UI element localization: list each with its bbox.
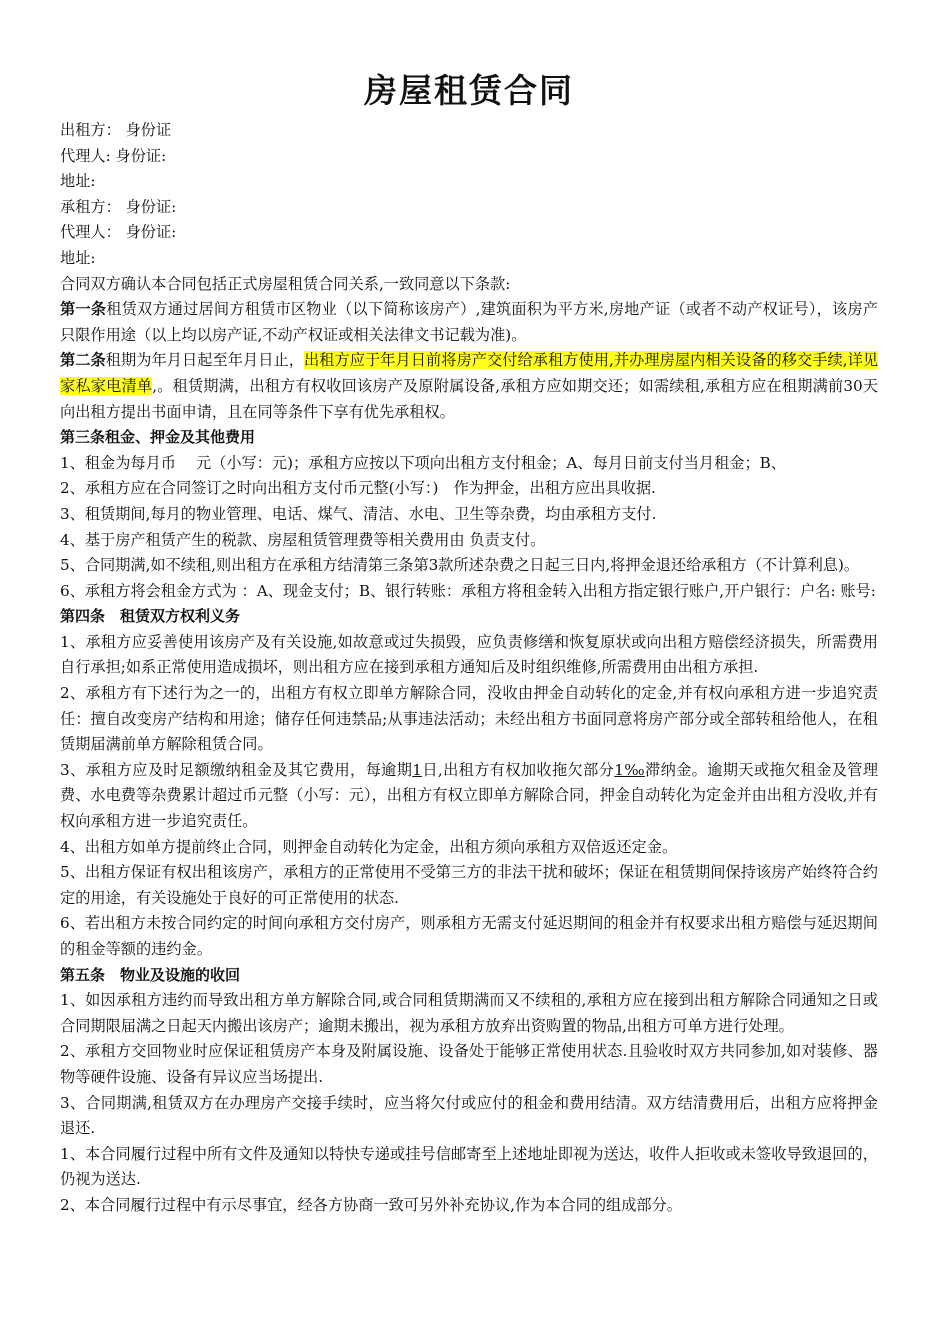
article-4-heading: 第四条 租赁双方权利义务: [60, 607, 241, 626]
article-2: [60, 348, 878, 425]
overdue-days: 1: [412, 760, 422, 779]
lessor-address-line: 地址:: [60, 172, 96, 191]
lessor-agent-line: 代理人: 身份证:: [60, 146, 167, 165]
article-4-item-2: 2、承租方有下述行为之一的，出租方有权立即单方解除合同，没收由押金自动转化的定金,并有权向承租方进一步追究责任：擅自改变房产结构和用途；储存任何违禁品;从事违法活动；未经出租方书面同意将房产部分或全部转租给他人，在租赁期届满前单方解除租赁合同。: [60, 684, 878, 754]
article-1-label: 第一条: [60, 300, 107, 319]
misc-item-1: 1、本合同履行过程中所有文件及通知以特快专递或挂号信邮寄至上述地址即视为送达，收件人拒收或未签收导致退回的，仍视为送达.: [60, 1144, 878, 1189]
article-4-item-3-b: 日,出租方有权加收拖欠部分: [421, 760, 615, 779]
lessor-line: 出租方： 身份证: [60, 121, 172, 139]
article-3-item-3: 3、租赁期间,每月的物业管理、电话、煤气、清洁、水电、卫生等杂费，均由承租方支付.: [60, 504, 657, 523]
misc-item-2: 2、本合同履行过程中有示尽事宜，经各方协商一致可另外补充协议,作为本合同的组成部分。: [60, 1195, 682, 1214]
article-3-heading: 第三条租金、押金及其他费用: [60, 428, 256, 447]
document-title: 房屋租赁合同: [364, 71, 574, 110]
article-3-item-6: 6、承租方将会租金方式为 ：A、现金支付；B、银行转账：承租方将租金转入出租方指定银行账户,开户银行：户名: 账号:: [60, 581, 876, 600]
article-5-heading: 第五条 物业及设施的收回: [60, 965, 241, 984]
article-3-item-1: 1、租金为每月币 元（小写：元)；承租方应按以下项向出租方支付租金；A、每月日前支付当月租金；B、: [60, 453, 786, 472]
article-3-item-5: 5、合同期满,如不续租,则出租方在承租方结清第三条第3款所述杂费之日起三日内,将押金退还给承租方（不计算利息)。: [60, 556, 860, 575]
article-4-item-3: [60, 758, 878, 835]
article-2-text-a: 租期为年月日起至年月日止，: [105, 351, 305, 370]
intro-paragraph: 合同双方确认本合同包括正式房屋租赁合同关系,一致同意以下条款:: [60, 274, 511, 293]
article-2-highlight: 出租方应于年月日前将房产交付给承租方使用,并办理房屋内相关设备的移交手续,详见家私家电清单: [60, 351, 879, 395]
article-4-item-6: 6、若出租方未按合同约定的时间向承租方交付房产，则承租方无需支付延迟期间的租金并有权要求出租方赔偿与延迟期间的租金等额的违约金。: [60, 914, 878, 958]
lessee-address-line: 地址:: [60, 248, 96, 267]
article-1: [60, 297, 878, 348]
late-fee-rate: 1‰: [614, 760, 646, 779]
lessee-agent-line: 代理人： 身份证:: [60, 223, 177, 242]
article-3-item-2: 2、承租方应在合同签订之时向出租方支付币元整(小写：) 作为押金，出租方应出具收据.: [60, 479, 656, 498]
article-4-item-1: 1、承租方应妥善使用该房产及有关设施,如故意或过失损毁，应负责修缮和恢复原状或向出租方赔偿经济损失，所需费用自行承担;如系正常使用造成损坏，则出租方应在接到承租方通知后及时组织维修,所需费用由出租方承担.: [60, 632, 878, 677]
article-4-item-3-a: 3、承租方应及时足额缴纳租金及其它费用，每逾期: [60, 760, 413, 779]
article-5-item-2: 2、承租方交回物业时应保证租赁房产本身及附属设施、设备处于能够正常使用状态.且验收时双方共同参加,如对装修、器物等硬件设施、设备有异议应当场提出.: [60, 1042, 878, 1086]
article-1-text: 租赁双方通过居间方租赁市区物业（以下简称该房产）,建筑面积为平方米,房地产证（或者不动产权证号），该房产只限作用途（以上均以房产证,不动产权证或相关法律文书记载为准)。: [60, 300, 879, 344]
article-5-item-1: 1、如因承租方违约而导致出租方单方解除合同,或合同租赁期满而又不续租的,承租方应在接到出租方解除合同通知之日或合同期限届满之日起天内搬出该房产；逾期未搬出，视为承租方放弃出资购置的物品,出租方可单方进行处理。: [60, 991, 878, 1035]
article-3-item-4: 4、基于房产租赁产生的税款、房屋租赁管理费等相关费用由 负责支付。: [60, 530, 546, 549]
article-4-item-4: 4、出租方如单方提前终止合同，则押金自动转化为定金，出租方须向承租方双倍返还定金。: [60, 837, 678, 856]
article-2-text-b: ,。租赁期满，出租方有权收回该房产及原附属设备,承租方应如期交还；如需续租,承租方应在租期满前30天向出租方提出书面申请，且在同等条件下享有优先承租权。: [60, 376, 879, 421]
article-4-item-3-c: 滞纳金。逾期天或拖欠租金及管理费、水电费等杂费累计超过币元整（小写：元），出租方有权立即单方解除合同，押金自动转化为定金并由出租方没收,并有权向承租方进一步追究责任。: [60, 760, 879, 831]
article-4-item-5: 5、出租方保证有权出租该房产，承租方的正常使用不受第三方的非法干扰和破坏；保证在租赁期间保持该房产始终符合约定的用途，有关设施处于良好的可正常使用的状态.: [60, 863, 878, 907]
article-2-label: 第二条: [60, 351, 106, 370]
lessee-line: 承租方： 身份证:: [60, 197, 177, 216]
article-5-item-3: 3、合同期满,租赁双方在办理房产交接手续时，应当将欠付或应付的租金和费用结清。双方结清费用后，出租方应将押金退还.: [60, 1093, 878, 1138]
